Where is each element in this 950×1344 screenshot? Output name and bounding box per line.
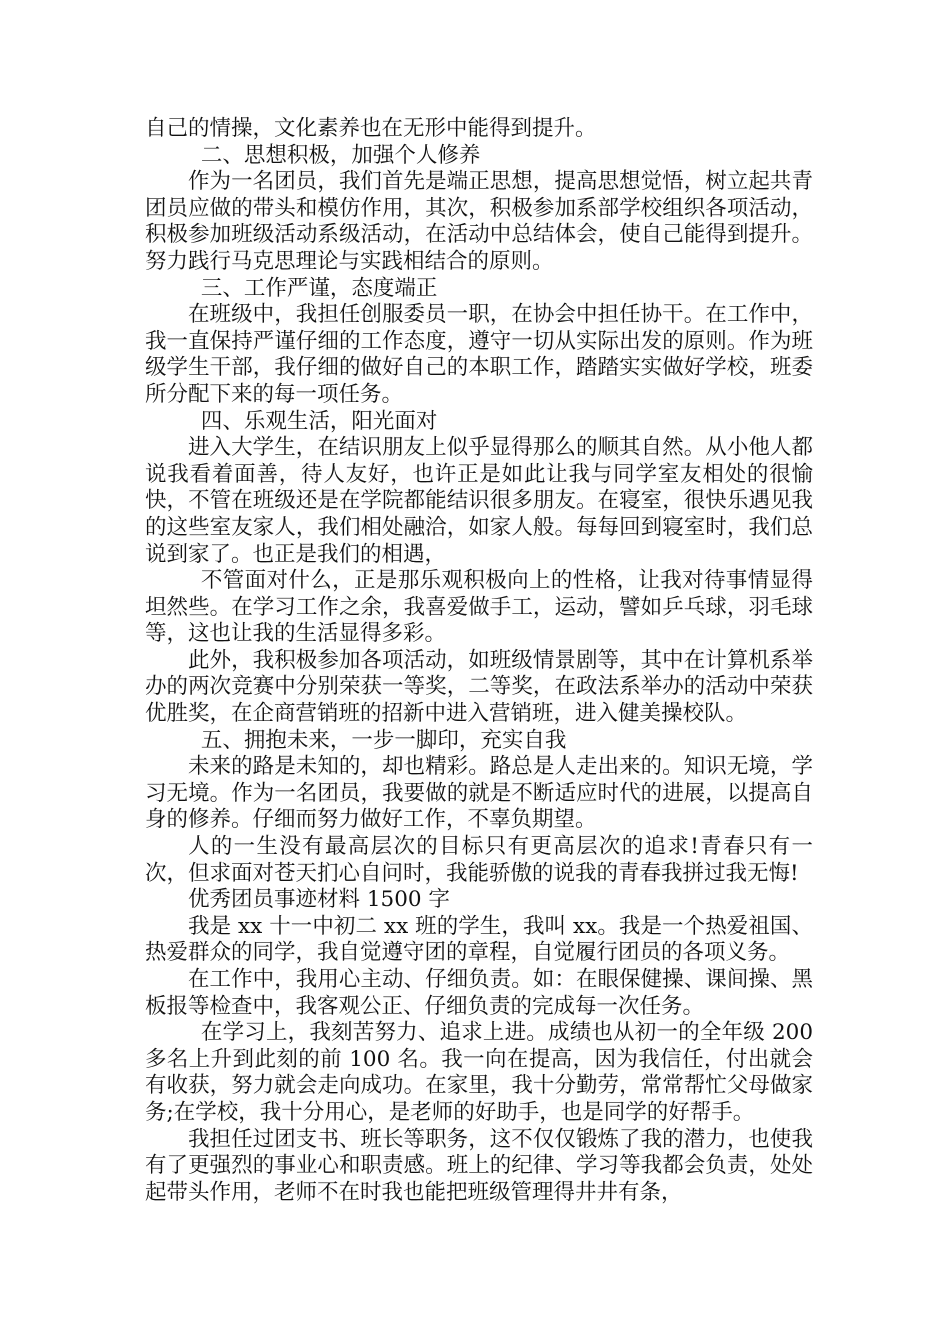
document-page [145, 116, 813, 1206]
section-heading: 二、思想积极，加强个人修养 [200, 142, 481, 168]
subtitle: 优秀团员事迹材料 1500 字 [188, 887, 450, 913]
paragraph: 在班级中，我担任创服委员一职，在协会中担任协干。在工作中，我一直保持严谨仔细的工作态度，遵守一切从实际出发的原则。作为班级学生干部，我仔细的做好自己的本职工作，踏踏实实做好学校，班委所分配下来的每一项任务。 [145, 302, 813, 407]
paragraph: 未来的路是未知的，却也精彩。路总是人走出来的。知识无境，学习无境。作为一名团员，我要做的就是不断适应时代的进展，以提高自身的修养。仔细而努力做好工作，不辜负期望。 [145, 754, 813, 833]
section-heading: 五、拥抱未来，一步一脚印，充实自我 [200, 727, 567, 753]
paragraph: 在学习上，我刻苦努力、追求上进。成绩也从初一的全年级 200 多名上升到此刻的前 100 名。我一向在提高，因为我信任，付出就会有收获，努力就会走向成功。在家里，我十分勤劳，常常帮忙父母做家务;在学校，我十分用心，是老师的好助手，也是同学的好帮手。 [145, 1020, 813, 1125]
paragraph: 我担任过团支书、班长等职务，这不仅仅锻炼了我的潜力，也使我有了更强烈的事业心和职责感。班上的纪律、学习等我都会负责，处处起带头作用，老师不在时我也能把班级管理得井井有条， [145, 1126, 813, 1205]
section-heading: 四、乐观生活，阳光面对 [200, 408, 438, 434]
paragraph: 我是 xx 十一中初二 xx 班的学生，我叫 xx。我是一个热爱祖国、热爱群众的同学，我自觉遵守团的章程，自觉履行团员的各项义务。 [145, 913, 813, 966]
paragraph: 进入大学生，在结识朋友上似乎显得那么的顺其自然。从小他人都说我看着面善，待人友好，也许正是如此让我与同学室友相处的很愉快，不管在班级还是在学院都能结识很多朋友。在寝室，很快乐遇见我的这些室友家人，我们相处融洽，如家人般。每每回到寝室时，我们总说到家了。也正是我们的相遇， [145, 435, 813, 567]
paragraph: 人的一生没有最高层次的目标只有更高层次的追求!青春只有一次，但求面对苍天扪心自问时，我能骄傲的说我的青春我拼过我无悔! [145, 834, 813, 886]
paragraph: 在工作中，我用心主动、仔细负责。如：在眼保健操、课间操、黑板报等检查中，我客观公正、仔细负责的完成每一次任务。 [145, 967, 813, 1019]
paragraph: 自己的情操，文化素养也在无形中能得到提升。 [145, 116, 597, 141]
paragraph: 不管面对什么，正是那乐观积极向上的性格，让我对待事情显得坦然些。在学习工作之余，我喜爱做手工，运动，譬如乒乓球，羽毛球等，这也让我的生活显得多彩。 [145, 568, 813, 647]
paragraph: 作为一名团员，我们首先是端正思想，提高思想觉悟，树立起共青团员应做的带头和模仿作用，其次，积极参加系部学校组织各项活动，积极参加班级活动系级活动，在活动中总结体会，使自己能得到提升。努力践行马克思理论与实践相结合的原则。 [145, 169, 813, 274]
paragraph: 此外，我积极参加各项活动，如班级情景剧等，其中在计算机系举办的两次竞赛中分别荣获一等奖，二等奖，在政法系举办的活动中荣获优胜奖，在企商营销班的招新中进入营销班，进入健美操校队。 [145, 647, 813, 727]
section-heading: 三、工作严谨，态度端正 [200, 275, 438, 301]
